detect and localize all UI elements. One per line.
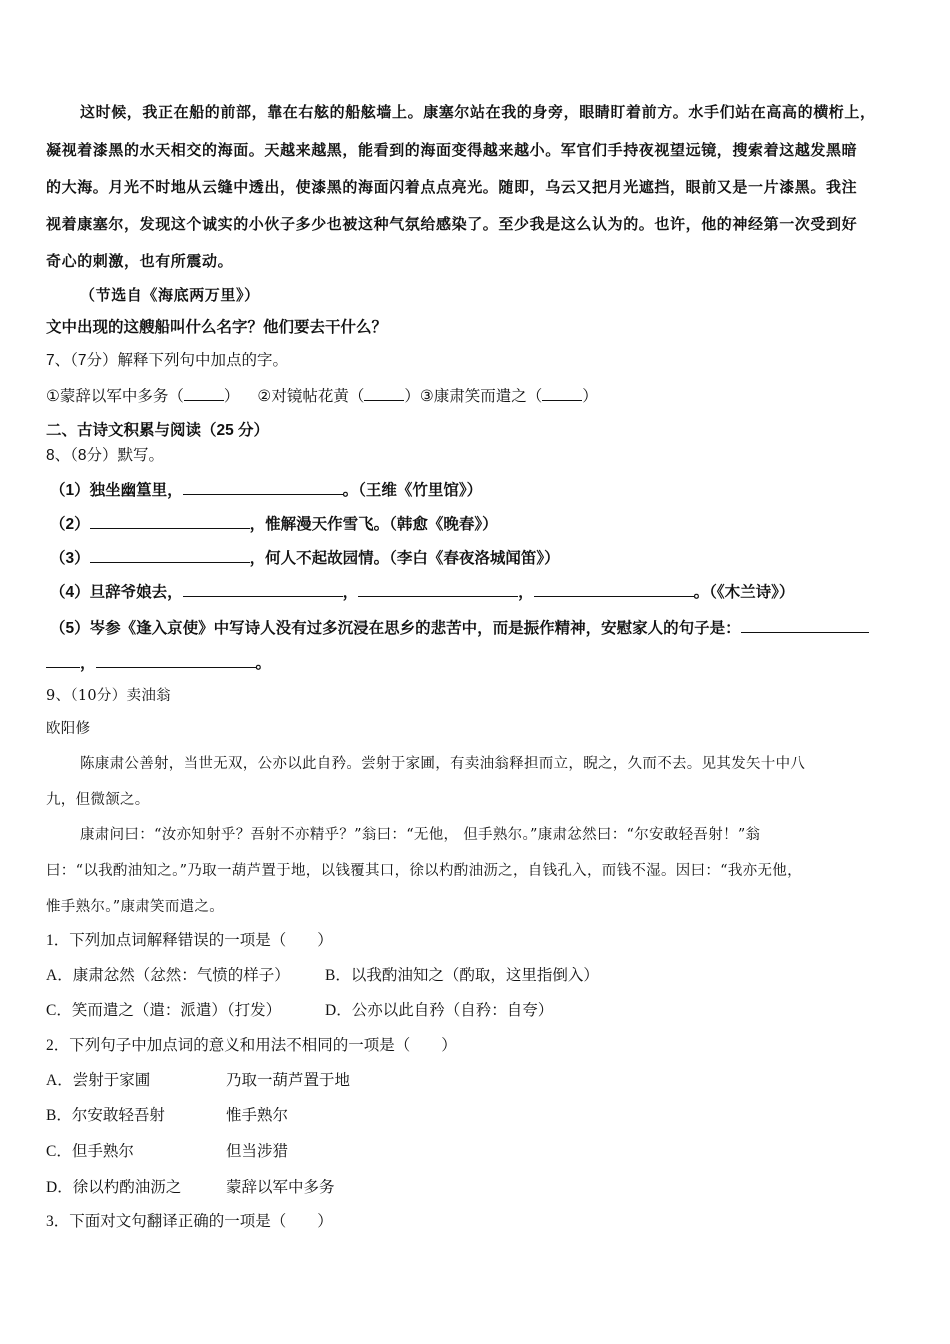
q8-blank-3[interactable] — [90, 547, 250, 563]
passage-line-3: 的大海。月光不时地从云缝中透出，使漆黑的海面闪着点点亮光。随即，乌云又把月光遮挡，眼前又是一片漆黑。我注 — [46, 178, 858, 196]
passage-line-2: 凝视着漆黑的水天相交的海面。天越来越黑，能看到的海面变得越来越小。军官们手持夜视望远镜，搜索着这越发黑暗 — [46, 141, 858, 159]
q9-sub1-stem: 1．下列加点词解释错误的一项是（ ） — [46, 932, 333, 949]
q9-sub1-option-b[interactable]: B．以我酌油知之（酌取，这里指倒入） — [325, 967, 599, 984]
q9-sub2-option-b-right: 惟手熟尔 — [226, 1107, 289, 1124]
q9-sub2-option-a-left[interactable]: A．尝射于家圃 — [46, 1072, 151, 1089]
q9-sub1-option-d[interactable]: D．公亦以此自矜（自矜：自夸） — [325, 1002, 554, 1019]
q7-item1: ①蒙辞以军中多务（ — [46, 388, 184, 405]
q8-line-1-text: （1）独坐幽篁里， — [50, 482, 183, 499]
q8-blank-4a[interactable] — [183, 581, 343, 597]
q9-sub1-option-c[interactable]: C．笑而遣之（遣：派遣）（打发） — [46, 1002, 282, 1019]
q7-item3-close: ） — [582, 388, 598, 405]
q9-sub2-option-a-right: 乃取一葫芦置于地 — [226, 1072, 351, 1089]
q8-line-3-text: ，何人不起故园情。（李白《春夜洛城闻笛》） — [249, 550, 560, 567]
q8-blank-4b[interactable] — [358, 581, 518, 597]
q7-blank-1[interactable] — [184, 385, 224, 401]
q8-line-6-sep: ， — [80, 655, 96, 672]
q9-p1-line-2: 九，但微颔之。 — [46, 792, 150, 808]
passage-line-1: 这时候，我正在船的前部，靠在右舷的船舷墙上。康塞尔站在我的身旁，眼睛盯着前方。水手们站在高高的横桁上， — [80, 103, 876, 121]
q7-item3: ③康肃笑而遣之（ — [419, 388, 543, 405]
q9-sub2-option-d-left[interactable]: D．徐以杓酌油沥之 — [46, 1179, 182, 1196]
q8-line-3 — [50, 547, 560, 569]
q8-line-3-num: （3） — [50, 550, 90, 567]
q8-line-4-source: 。（《木兰诗》） — [693, 584, 795, 601]
passage-question: 文中出现的这艘船叫什么名字？他们要去干什么？ — [46, 319, 388, 336]
q8-blank-5c[interactable] — [96, 652, 256, 668]
q8-line-6 — [46, 652, 271, 674]
q8-line-4-sep-2: ， — [518, 584, 534, 601]
q7-item2: ②对镜帖花黄（ — [257, 388, 365, 405]
q9-p1-line-1: 陈康肃公善射，当世无双，公亦以此自矜。尝射于家圃，有卖油翁释担而立，睨之，久而不去。见其发矢十中八 — [80, 756, 806, 772]
passage-line-5: 奇心的刺激，也有所震动。 — [46, 252, 234, 270]
q9-p2-line-1: 康肃问曰：“汝亦知射乎？吾射不亦精乎？”翁曰：“无他， 但手熟尔。”康肃忿然曰：“尔安敢轻吾射！”翁 — [80, 827, 761, 843]
passage-line-4: 视着康塞尔，发现这个诚实的小伙子多少也被这种气氛给感染了。至少我是这么认为的。也许，他的神经第一次受到好 — [46, 215, 858, 233]
q9-header: 9、（10分）卖油翁 — [46, 688, 171, 704]
q9-author: 欧阳修 — [46, 721, 91, 737]
q9-sub2-option-d-right: 蒙辞以军中多务 — [226, 1179, 335, 1196]
q7-items — [46, 385, 598, 407]
q9-sub2-option-c-left[interactable]: C．但手熟尔 — [46, 1143, 134, 1160]
q8-blank-1[interactable] — [183, 479, 343, 495]
q8-header: 8、（8分）默写。 — [46, 447, 164, 464]
q8-blank-5a[interactable] — [741, 617, 869, 633]
q9-sub1-option-a[interactable]: A．康肃忿然（忿然：气愤的样子） — [46, 967, 290, 984]
q9-sub2-option-c-right: 但当涉猎 — [226, 1143, 289, 1160]
q8-line-1 — [50, 479, 482, 501]
q8-line-2 — [50, 513, 498, 535]
q8-blank-4c[interactable] — [534, 581, 694, 597]
q8-blank-5b[interactable] — [46, 652, 80, 668]
q9-sub3-stem: 3．下面对文句翻译正确的一项是（ ） — [46, 1213, 333, 1230]
q7-item1-close: ） — [223, 388, 240, 405]
q8-line-4 — [50, 581, 794, 603]
q9-p2-line-3: 惟手熟尔。”康肃笑而遣之。 — [46, 899, 225, 915]
q8-line-6-end: 。 — [255, 655, 272, 672]
q7-blank-2[interactable] — [364, 385, 404, 401]
q8-line-2-num: （2） — [50, 516, 90, 533]
q8-line-5-text: （5）岑参《逢入京使》中写诗人没有过多沉浸在思乡的悲苦中，而是振作精神，安慰家人的句子是： — [50, 620, 741, 637]
q8-line-5 — [50, 617, 869, 639]
q8-line-4-text: （4）旦辞爷娘去， — [50, 584, 183, 601]
q8-line-2-text: ，惟解漫天作雪飞。（韩愈《晚春》） — [249, 516, 498, 533]
q9-sub2-option-b-left[interactable]: B．尔安敢轻吾射 — [46, 1107, 165, 1124]
q9-sub2-stem: 2．下列句子中加点词的意义和用法不相同的一项是（ ） — [46, 1037, 457, 1054]
q9-p2-line-2: 曰：“以我酌油知之。”乃取一葫芦置于地，以钱覆其口，徐以杓酌油沥之，自钱孔入，而钱不湿。因曰：“我亦无他， — [46, 863, 802, 879]
q8-line-4-sep-1: ， — [342, 584, 359, 601]
q7-header: 7、（7分）解释下列句中加点的字。 — [46, 352, 288, 369]
section-2-title: 二、古诗文积累与阅读（25 分） — [46, 422, 270, 439]
q8-line-1-source: 。（王维《竹里馆》） — [342, 482, 483, 499]
q8-blank-2[interactable] — [90, 513, 250, 529]
passage-source: （节选自《海底两万里》） — [80, 286, 260, 304]
q7-blank-3[interactable] — [542, 385, 582, 401]
q7-item2-close: ） — [404, 388, 420, 405]
